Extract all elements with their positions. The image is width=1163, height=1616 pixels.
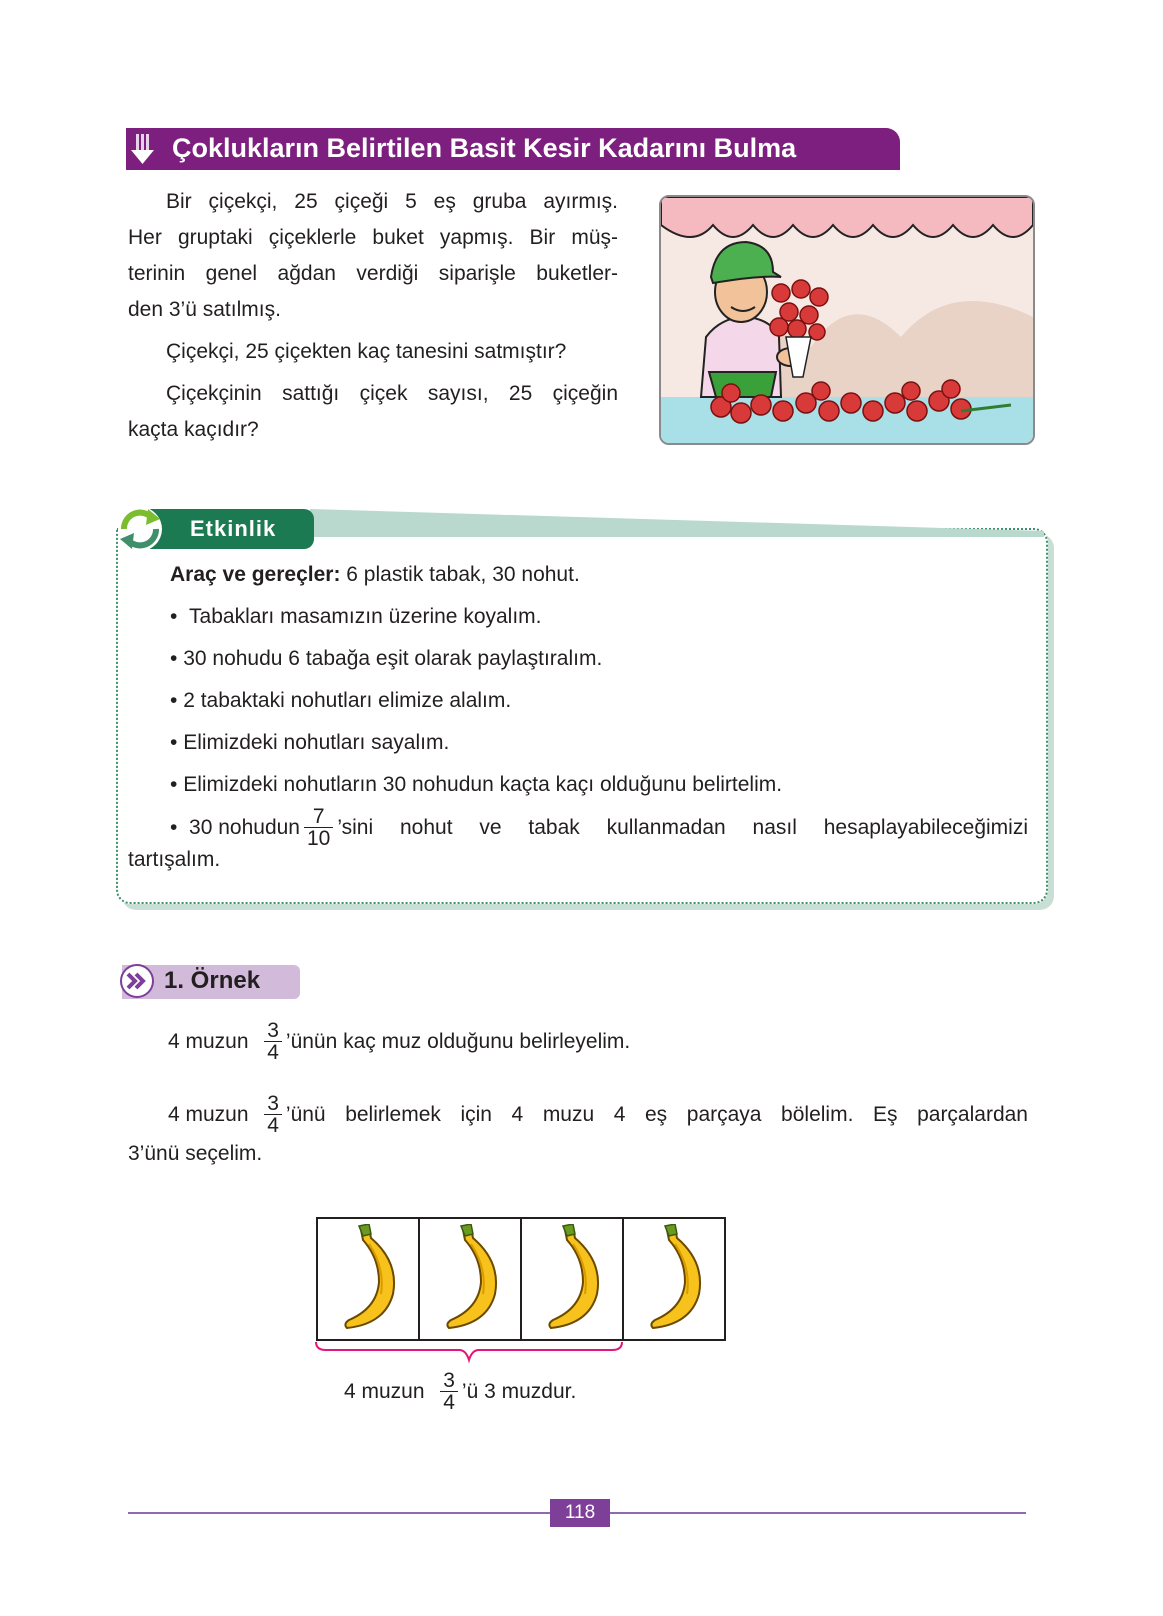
step-text: Elimizdeki nohutların 30 nohudun kaçta kaçı olduğunu belirtelim.	[183, 773, 783, 796]
step-text: 2 tabaktaki nohutları elimize alalım.	[183, 689, 512, 712]
fraction-7-10	[304, 806, 333, 849]
bullet: •	[170, 647, 178, 670]
activity-header-band	[310, 509, 1044, 537]
fraction-denominator: 10	[306, 827, 331, 850]
materials-label: Araç ve gereçler:	[170, 563, 341, 586]
fraction-denominator: 4	[267, 1041, 279, 1064]
brace-icon	[314, 1340, 624, 1366]
intro-paragraph	[128, 184, 618, 448]
step-6-prefix: • 30 nohudun	[170, 815, 300, 839]
example-title: 1. Örnek	[164, 967, 261, 994]
activity-step-6-line-2: tartışalım.	[128, 848, 221, 871]
result-suffix: ’ü 3 muzdur.	[461, 1379, 577, 1403]
materials-text: 6 plastik tabak, 30 nohut.	[340, 563, 580, 586]
fraction-denominator: 4	[267, 1114, 279, 1137]
materials-line	[170, 563, 580, 587]
bullet: •	[170, 773, 178, 796]
banana-icon	[639, 1224, 709, 1334]
example-line-1-suffix: ’ünün kaç muz olduğunu belirleyelim.	[285, 1029, 631, 1053]
example-line-2	[168, 1093, 1028, 1136]
question-1: Çiçekçi, 25 çiçekten kaç tanesini satmıştır?	[166, 340, 567, 363]
banana-icon	[435, 1224, 505, 1334]
banana-icon	[333, 1224, 403, 1334]
bullet: •	[170, 605, 178, 628]
activity-label: Etkinlik	[190, 516, 277, 541]
recycle-arrows-icon	[114, 503, 166, 555]
step-text: Elimizdeki nohutları sayalım.	[183, 731, 450, 754]
question-2-line-1: Çiçekçinin sattığı çiçek sayısı, 25 çiçeğin	[166, 382, 618, 405]
fraction-3-4	[264, 1020, 282, 1063]
down-arrow-icon	[126, 128, 162, 170]
example-line-1-prefix: 4 muzun	[168, 1029, 249, 1053]
intro-line-1: Bir çiçekçi, 25 çiçeği 5 eş gruba ayırmış.	[166, 190, 618, 213]
activity-step-4	[170, 731, 449, 755]
activity-step-5	[170, 773, 782, 797]
banana-icon	[537, 1224, 607, 1334]
activity-step-3	[170, 689, 511, 713]
example-line-1	[168, 1020, 630, 1063]
intro-line-2: Her gruptaki çiçeklerle buket yapmış. Bir müş-	[128, 226, 618, 249]
activity-step-2	[170, 647, 602, 671]
fraction-numerator: 3	[264, 1093, 282, 1115]
step-6-suffix: ’sini nohut ve tabak kullanmadan nasıl hesaplayabileceğimizi	[337, 815, 1028, 839]
step-text: 30 nohudu 6 tabağa eşit olarak paylaştıralım.	[183, 647, 603, 670]
banana-row	[316, 1217, 726, 1341]
question-2-line-2: kaçta kaçıdır?	[128, 418, 259, 441]
intro-line-3: terinin genel ağdan verdiği siparişle buketler-	[128, 262, 618, 285]
activity-step-1	[170, 605, 542, 629]
example-line-2-continued: 3’ünü seçelim.	[128, 1142, 263, 1165]
fraction-numerator: 7	[304, 806, 333, 828]
fraction-3-4	[264, 1093, 282, 1136]
example-line-2-suffix: ’ünü belirlemek için 4 muzu 4 eş parçaya bölelim. Eş parçalardan	[285, 1102, 1028, 1126]
fraction-denominator: 4	[443, 1391, 455, 1414]
example-line-2-prefix: 4 muzun	[168, 1102, 249, 1126]
fraction-3-4	[440, 1370, 458, 1413]
activity-step-6	[170, 806, 1028, 849]
double-chevron-icon	[120, 964, 154, 998]
banana-cell	[624, 1219, 724, 1339]
fraction-numerator: 3	[264, 1020, 282, 1042]
banana-cell	[318, 1219, 420, 1339]
bullet: •	[170, 731, 178, 754]
bullet: •	[170, 689, 178, 712]
result-prefix: 4 muzun	[344, 1379, 425, 1403]
section-title: Çoklukların Belirtilen Basit Kesir Kadarını Bulma	[172, 133, 797, 163]
intro-line-4: den 3’ü satılmış.	[128, 298, 281, 321]
banana-cell	[420, 1219, 522, 1339]
fraction-numerator: 3	[440, 1370, 458, 1392]
banana-cell	[522, 1219, 624, 1339]
step-text: Tabakları masamızın üzerine koyalım.	[189, 605, 542, 628]
example-result	[344, 1370, 576, 1413]
page-number: 118	[550, 1499, 610, 1527]
florist-illustration	[659, 195, 1035, 445]
